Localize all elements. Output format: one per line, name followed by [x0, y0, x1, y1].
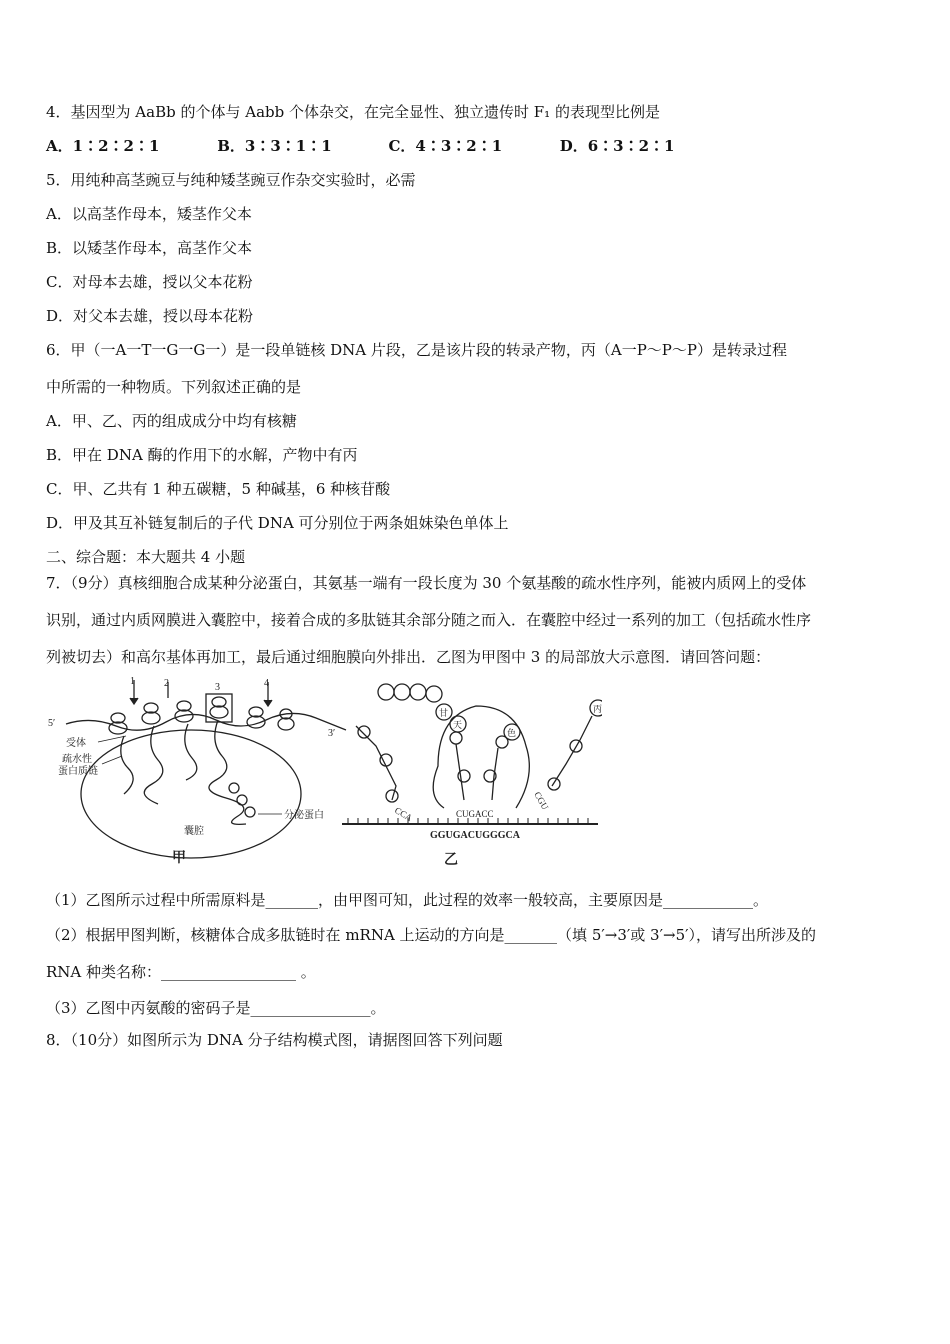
q5-option-d[interactable]: D．对父本去雄，授以母本花粉 — [46, 307, 254, 325]
q4-option-a[interactable]: A．1∶2∶2∶1 — [46, 137, 160, 155]
trna-middle-2 — [484, 736, 508, 800]
polypeptide-chain — [209, 720, 246, 824]
receptor-label: 受体 — [66, 738, 86, 749]
q4-option-c[interactable]: C．4∶3∶2∶1 — [388, 137, 503, 155]
q5-option-c[interactable]: C．对母本去雄，授以父本花粉 — [46, 273, 253, 291]
trna-left — [356, 726, 398, 802]
q7-sub2-line2: RNA 种类名称：__________________ 。 — [46, 963, 316, 981]
figure-jia — [66, 680, 346, 858]
er-lumen-oval — [81, 730, 301, 858]
ribosome — [109, 713, 127, 734]
q6-option-b[interactable]: B．甲在 DNA 酶的作用下的水解，产物中有丙 — [46, 446, 358, 464]
caption-yi: 乙 — [444, 853, 458, 866]
trna-middle-1 — [450, 732, 470, 800]
anticodon-middle: CUGACC — [456, 809, 494, 819]
aa-tian-label: 天 — [453, 720, 463, 730]
q5-option-b[interactable]: B．以矮茎作母本，高茎作父本 — [46, 239, 253, 257]
q7-sub2-line1: （2）根据甲图判断，核糖体合成多肽链时在 mRNA 上运动的方向是_______（填 5′→3′或 3′→5′），请写出所涉及的 — [46, 926, 817, 944]
q5-stem: 5．用纯种高茎豌豆与纯种矮茎豌豆作杂交实验时，必需 — [46, 171, 416, 189]
secreted-protein-label: 分泌蛋白 — [284, 810, 324, 821]
arrow-label-3: 3 — [215, 682, 220, 693]
q6-option-d[interactable]: D．甲及其互补链复制后的子代 DNA 可分别位于两条姐妹染色单体上 — [46, 514, 509, 532]
anticodon-right: CGU — [532, 790, 551, 812]
polypeptide-chain — [185, 724, 197, 780]
q7-sub1: （1）乙图所示过程中所需原料是_______，由甲图可知，此过程的效率一般较高，主要原因是____________。 — [46, 891, 769, 909]
trna-right — [548, 716, 592, 790]
q4-option-d[interactable]: D．6∶3∶2∶1 — [559, 137, 675, 155]
three-prime-label: 3′ — [328, 728, 336, 739]
q6-option-c[interactable]: C．甲、乙共有 1 种五碳糖，5 种碱基，6 种核苷酸 — [46, 480, 391, 498]
ribosome — [278, 709, 294, 730]
q8-stem: 8．（10分）如图所示为 DNA 分子结构模式图，请据图回答下列问题 — [46, 1031, 503, 1049]
ribosome — [142, 703, 160, 724]
anticodon-left: CCA — [393, 805, 415, 823]
q5-option-a[interactable]: A．以高茎作母本，矮茎作父本 — [46, 205, 252, 223]
q4-option-b[interactable]: B．3∶3∶1∶1 — [217, 137, 332, 155]
arrow-label-4: 4 — [264, 678, 269, 689]
ribosome — [210, 697, 228, 718]
q7-figure — [46, 676, 602, 866]
figure-yi — [342, 684, 602, 824]
q4-options — [46, 136, 674, 156]
q6-stem-line1: 6．甲（一A一T一G一G一）是一段单链核 DNA 片段，乙是该片段的转录产物，丙（A一P～P～P）是转录过程 — [46, 341, 787, 359]
arrow-label-1: 1 — [130, 676, 135, 687]
ribosome-large — [433, 706, 529, 808]
caption-jia: 甲 — [172, 851, 186, 866]
aa-bing-label: 丙 — [593, 704, 602, 714]
q4-stem: 4．基因型为 AaBb 的个体与 Aabb 个体杂交，在完全显性、独立遗传时 F₁ 的表现型比例是 — [46, 103, 660, 121]
hydrophobic-label-2: 蛋白质链 — [58, 766, 98, 777]
five-prime-label: 5′ — [48, 718, 56, 729]
mrna-sequence: GGUGACUGGGCA — [430, 830, 520, 841]
q7-line3: 列被切去）和高尔基体再加工，最后通过细胞膜向外排出．乙图为甲图中 3 的局部放大示意图．请回答问题： — [46, 648, 771, 666]
arrow-label-2: 2 — [164, 678, 169, 689]
ribosome — [175, 701, 193, 722]
aa-se-label: 色 — [507, 728, 517, 738]
polypeptide-chain — [144, 726, 163, 804]
hydrophobic-label: 疏水性 — [62, 754, 92, 765]
lumen-label: 囊腔 — [184, 826, 204, 837]
section-heading: 二、综合题：本大题共 4 小题 — [46, 548, 246, 566]
q6-option-a[interactable]: A．甲、乙、丙的组成成分中均有核糖 — [46, 412, 297, 430]
q7-line1: 7．（9分）真核细胞合成某种分泌蛋白，其氨基一端有一段长度为 30 个氨基酸的疏水性序列，能被内质网上的受体 — [46, 574, 807, 592]
q7-sub3: （3）乙图中丙氨酸的密码子是________________。 — [46, 999, 386, 1017]
aa-gan-label: 甘 — [439, 708, 449, 718]
q6-stem-line2: 中所需的一种物质。下列叙述正确的是 — [46, 378, 302, 396]
q7-line2: 识别，通过内质网膜进入囊腔中，接着合成的多肽链其余部分随之而入．在囊腔中经过一系列的加工（包括疏水性序 — [46, 611, 812, 629]
polypeptide-chain — [121, 736, 133, 794]
